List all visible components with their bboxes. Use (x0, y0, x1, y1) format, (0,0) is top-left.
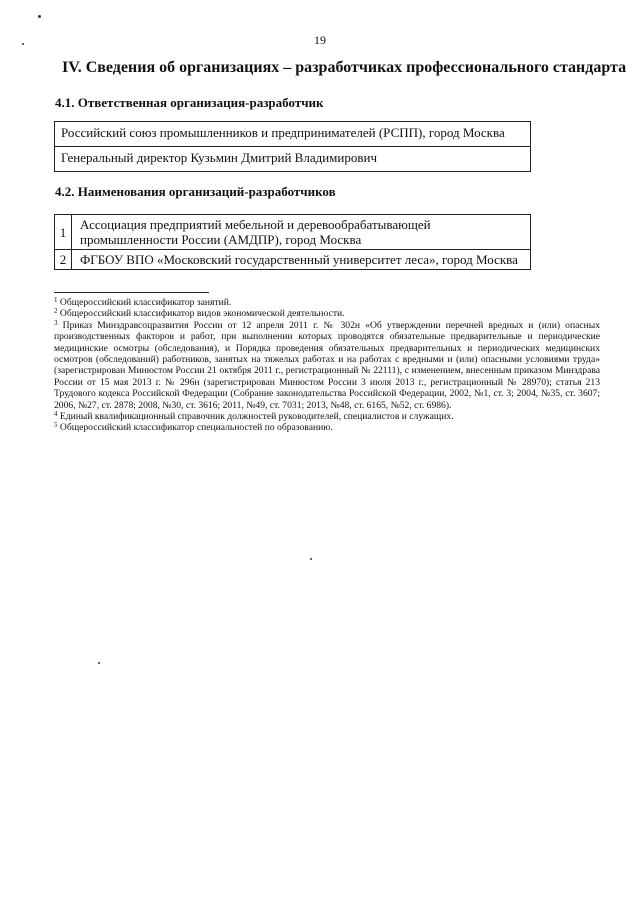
footnote (54, 422, 600, 433)
responsible-organization-table (54, 121, 531, 172)
footnote-mark: 5 (54, 421, 58, 430)
footnote (54, 411, 600, 422)
organization-name: Российский союз промышленников и предпринимателей (РСПП), город Москва (55, 122, 531, 147)
scan-speck (22, 43, 24, 45)
footnote-text: Общероссийский классификатор занятий. (59, 297, 232, 308)
subsection-heading-4-1: 4.1. Ответственная организация-разработчик (55, 95, 324, 110)
table-row (55, 215, 531, 250)
footnote-mark: 3 (54, 318, 58, 327)
table-row (55, 122, 531, 147)
footnote-text: Общероссийский классификатор видов экономической деятельности. (59, 308, 345, 320)
footnote-mark: 4 (54, 410, 58, 419)
footnote-text: Единый квалификационный справочник должностей руководителей, специалистов и служащих. (59, 411, 454, 423)
footnote (54, 297, 600, 308)
developer-organization-name: Ассоциация предприятий мебельной и деревообрабатывающей промышленности России (АМДПР), город Москва (72, 215, 531, 250)
footnotes (54, 297, 600, 434)
table-row (55, 250, 531, 270)
footnote (54, 320, 600, 411)
scan-speck (38, 15, 41, 18)
organization-director: Генеральный директор Кузьмин Дмитрий Владимирович (55, 147, 531, 172)
section-title: IV. Сведения об организациях – разработчиках профессионального стандарта (62, 59, 627, 76)
developer-organization-name: ФГБОУ ВПО «Московский государственный университет леса», город Москва (72, 250, 531, 270)
scan-speck (98, 662, 100, 664)
row-number: 1 (55, 215, 72, 250)
scan-speck (310, 558, 312, 560)
page-number: 19 (314, 33, 326, 47)
table-row (55, 147, 531, 172)
subsection-heading-4-2: 4.2. Наименования организаций-разработчиков (55, 184, 336, 199)
developer-organizations-table (54, 214, 531, 270)
footnote-mark: 2 (54, 307, 58, 316)
footnote (54, 308, 600, 319)
row-number: 2 (55, 250, 72, 270)
footnote-mark: 1 (54, 296, 58, 304)
footnote-text: Общероссийский классификатор специальностей по образованию. (59, 422, 333, 434)
footnote-text: Приказ Минздравсоцразвития России от 12 апреля 2011 г. № 302н «Об утверждении перечней вредных и (или) опасных производственных факторов и работ, при выполнении которых проводятся обязательные предварительные и периодические медицинские осмотры (обследования), и Порядка проведения обязательных предварительных и периодических медицинских осмотров (обследований) работников, занятых на тяжелых работах и на работах с вредными и (или) опасными условиями труда» (зарегистрирован Минюстом России 21 октября 2011 г., регистрационный № 22111), с изменением, внесенным приказом Минздрава России от 15 мая 2013 г. № 296н (зарегистрирован Минюстом России 3 июля 2013 г., регистрационный № 28970); статья 213 Трудового кодекса Российской Федерации (Собрание законодательства Российской Федерации, 2002, №1, ст. 3; 2004, №35, ст. 3607; 2006, №27, ст. 2878; 2008, №30, ст. 3616; 2011, №49, ст. 7031; 2013, №48, ст. 6165, №52, ст. 6986). (54, 319, 600, 411)
footnote-separator (54, 292, 209, 293)
